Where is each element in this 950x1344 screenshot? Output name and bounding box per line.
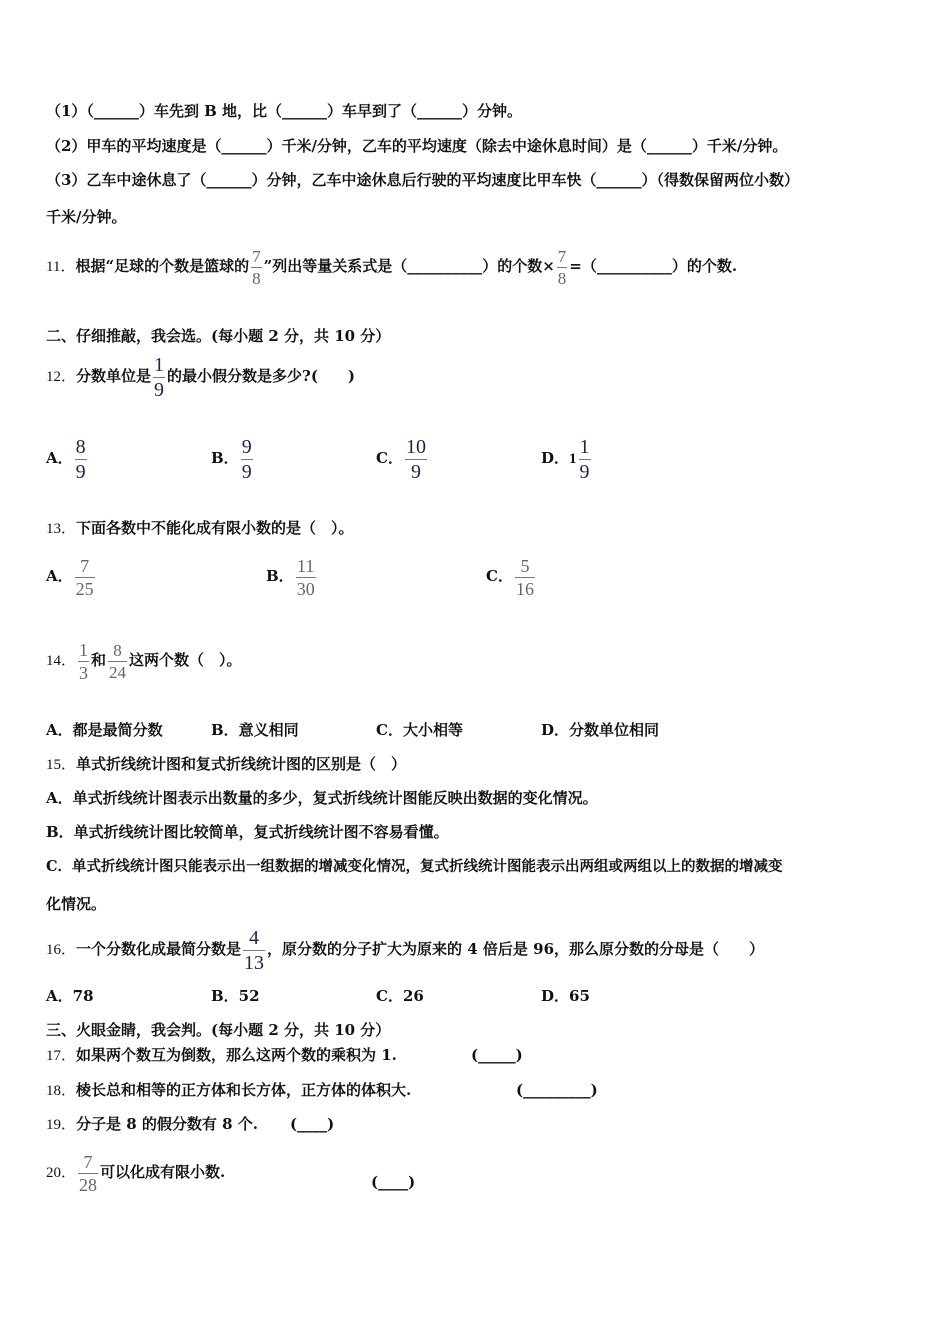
option-fraction: $\frac{1}{9}$ <box>579 435 590 483</box>
option-label: C． <box>486 567 513 585</box>
question-number: 11． <box>46 259 76 275</box>
q13-text: 下面各数中不能化成有限小数的是（ ）。 <box>76 519 354 537</box>
question-17 <box>46 1045 397 1066</box>
q12-text-2: 的最小假分数是多少?( ) <box>167 367 356 385</box>
question-number: 14． <box>46 653 77 669</box>
q13-option-b <box>266 552 318 600</box>
option-label: D． <box>541 449 570 467</box>
option-label: A． <box>46 449 73 467</box>
option-fraction: $\frac{10}{9}$ <box>405 435 426 483</box>
q20-answer-blank: (____) <box>371 1173 416 1191</box>
q15-text: 单式折线统计图和复式折线统计图的区别是（ ） <box>76 755 407 773</box>
q15-option-b: B．单式折线统计图比较简单，复式折线统计图不容易看懂。 <box>46 823 449 841</box>
q16-text-1: 一个分数化成最简分数是 <box>76 940 242 958</box>
question-15 <box>46 754 406 775</box>
section-3-heading: 三、火眼金睛，我会判。(每小题 2 分，共 10 分） <box>46 1021 391 1039</box>
fraction-1-9: $\frac{1}{9}$ <box>154 353 165 401</box>
question-number: 13． <box>46 521 77 537</box>
q15-option-c-line-1: C．单式折线统计图只能表示出一组数据的增减变化情况，复式折线统计图能表示出两组或两组以上的数据的增减变 <box>46 858 783 875</box>
q15-option-a: A．单式折线统计图表示出数量的多少，复式折线统计图能反映出数据的变化情况。 <box>46 789 598 807</box>
q13-option-a <box>46 552 97 600</box>
q17-answer-blank: (_____) <box>471 1046 523 1064</box>
question-number: 18． <box>46 1083 77 1099</box>
q19-text: 分子是 8 的假分数有 8 个. <box>76 1115 259 1133</box>
q12-option-a <box>46 433 89 483</box>
question-number: 12． <box>46 369 77 385</box>
q11-text-2: ”列出等量关系式是（__________）的个数× <box>263 257 555 275</box>
question-number: 20． <box>46 1165 77 1181</box>
option-label: A． <box>46 567 73 585</box>
option-fraction: $\frac{8}{9}$ <box>75 435 86 483</box>
q20-text: 可以化成有限小数. <box>100 1163 226 1181</box>
question-16 <box>46 925 764 974</box>
question-11 <box>46 242 737 291</box>
mixed-whole: 1 <box>569 451 577 467</box>
question-20 <box>46 1148 225 1197</box>
option-label: B． <box>211 449 239 467</box>
q15-option-c-line-2: 化情况。 <box>46 895 107 913</box>
question-19 <box>46 1114 258 1135</box>
q16-option-b: B．52 <box>211 987 260 1005</box>
q14-option-d: D．分数单位相同 <box>541 721 660 739</box>
question-12 <box>46 352 355 401</box>
fraction-7-8: $\frac{7}{8}$ <box>557 246 567 288</box>
q10-line-4: 千米/分钟。 <box>46 208 127 226</box>
question-number: 15． <box>46 757 77 773</box>
option-label: B． <box>266 567 294 585</box>
question-18 <box>46 1080 411 1101</box>
q10-line-3: （3）乙车中途休息了（______）分钟，乙车中途休息后行驶的平均速度比甲车快（______）（得数保留两位小数） <box>46 171 799 189</box>
q14-option-a: A．都是最简分数 <box>46 721 163 739</box>
q14-option-b: B．意义相同 <box>211 721 299 739</box>
q10-line-1: （1）（______）车先到 B 地，比（______）车早到了（______）分钟。 <box>46 102 523 120</box>
q16-option-a: A．78 <box>46 987 94 1005</box>
option-fraction: $\frac{11}{30}$ <box>296 555 315 599</box>
q17-text: 如果两个数互为倒数，那么这两个数的乘积为 1. <box>76 1046 397 1064</box>
question-number: 19． <box>46 1117 77 1133</box>
fraction-1-3: $\frac{1}{3}$ <box>79 639 89 683</box>
question-14 <box>46 636 242 685</box>
q14-text: 这两个数（ ）。 <box>129 651 242 669</box>
fraction-7-28: $\frac{7}{28}$ <box>79 1151 98 1195</box>
q16-option-c: C．26 <box>376 987 424 1005</box>
option-fraction: $\frac{9}{9}$ <box>241 435 252 483</box>
fraction-8-24: $\frac{8}{24}$ <box>109 640 127 682</box>
q19-answer-blank: (____) <box>290 1115 335 1133</box>
q16-text-2: ，原分数的分子扩大为原来的 4 倍后是 96，那么原分数的分母是（ ） <box>267 940 765 958</box>
q11-text-3: =（__________）的个数. <box>569 257 738 275</box>
q10-line-2: （2）甲车的平均速度是（______）千米/分钟，乙车的平均速度（除去中途休息时间）是（______）千米/分钟。 <box>46 137 788 155</box>
q16-option-d: D．65 <box>541 987 590 1005</box>
q18-answer-blank: (_________) <box>516 1081 598 1099</box>
section-2-heading: 二、仔细推敲，我会选。(每小题 2 分，共 10 分） <box>46 327 391 345</box>
q12-option-c <box>376 433 429 483</box>
q11-text-1: 根据“足球的个数是篮球的 <box>75 257 250 275</box>
fraction-7-8: $\frac{7}{8}$ <box>252 246 261 288</box>
question-13 <box>46 518 354 539</box>
q13-option-c <box>486 552 537 600</box>
q14-and: 和 <box>91 651 107 669</box>
option-label: C． <box>376 449 403 467</box>
option-fraction: $\frac{7}{25}$ <box>75 555 94 599</box>
fraction-4-13: $\frac{4}{13}$ <box>244 926 265 974</box>
q14-option-c: C．大小相等 <box>376 721 463 739</box>
question-number: 17． <box>46 1048 77 1064</box>
q12-text-1: 分数单位是 <box>76 367 152 385</box>
q18-text: 棱长总和相等的正方体和长方体，正方体的体积大. <box>76 1081 412 1099</box>
q12-option-d <box>541 433 593 484</box>
option-fraction: $\frac{5}{16}$ <box>515 555 534 599</box>
question-number: 16． <box>46 942 77 958</box>
q12-option-b <box>211 433 255 483</box>
